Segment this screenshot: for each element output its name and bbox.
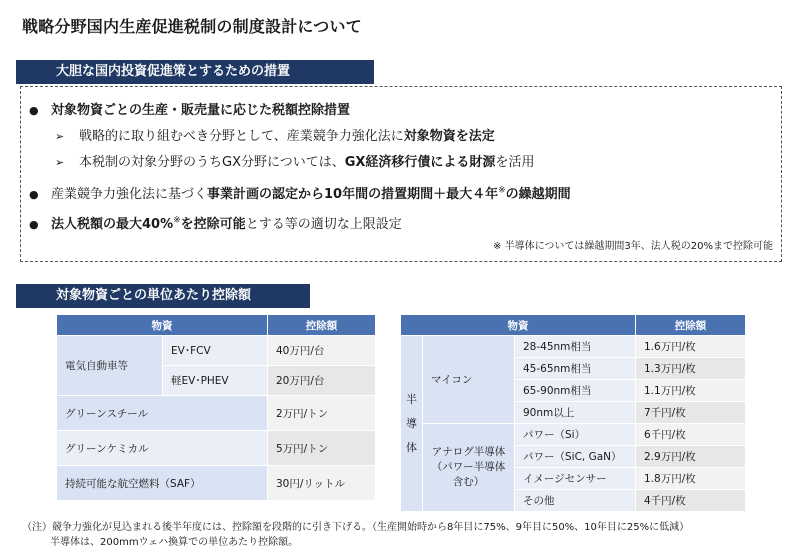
deduction-table-general (56, 314, 376, 501)
col-header-amount: 控除額 (636, 315, 746, 336)
note-mark: ※ (498, 185, 506, 196)
sub-text: を活用 (495, 155, 535, 170)
item-name: イメージセンサー (515, 468, 636, 490)
semiconductor-note: ※ 半導体については繰越期間3年、法人税の20%まで控除可能 (493, 241, 773, 252)
item-amount: 2.9万円/枚 (636, 446, 746, 468)
item-name: 90nm以上 (515, 402, 636, 424)
item-name: 持続可能な航空燃料（SAF） (57, 466, 268, 501)
bullet-cap (29, 213, 402, 232)
item-amount: 1.3万円/枚 (636, 358, 746, 380)
table-row (401, 336, 746, 358)
sub-text: 本税制の対象分野のうちGX分野については、 (79, 155, 345, 170)
item-amount: 1.6万円/枚 (636, 336, 746, 358)
col-header-item: 物資 (401, 315, 636, 336)
item-name: 65-90nm相当 (515, 380, 636, 402)
arrow-right-icon: ➢ (55, 156, 65, 169)
bullet-text-bold: の繰越期間 (505, 187, 571, 202)
table-row (401, 424, 746, 446)
item-name: 45-65nm相当 (515, 358, 636, 380)
table-row (57, 431, 376, 466)
item-name: グリーンケミカル (57, 431, 268, 466)
semiconductor-vertical-label (401, 336, 423, 512)
item-name: パワー（Si） (515, 424, 636, 446)
item-amount: 4千円/枚 (636, 490, 746, 512)
deduction-table-semiconductor (400, 314, 746, 512)
bullet-text: とする等の適切な上限設定 (245, 217, 402, 232)
item-amount: 6千円/枚 (636, 424, 746, 446)
bullet-dot-icon: ● (29, 104, 39, 117)
arrow-right-icon: ➢ (55, 130, 65, 143)
sub-bullet-gx-funding (55, 151, 534, 170)
item-name: 軽EV･PHEV (163, 366, 268, 396)
footnote-wafer: 半導体は、200mmウェハ換算での単位あたり控除額。 (50, 537, 299, 548)
item-amount: 1.1万円/枚 (636, 380, 746, 402)
bullet-tax-credit (29, 99, 350, 118)
table-row (57, 396, 376, 431)
item-name: その他 (515, 490, 636, 512)
section-header-deduction: 対象物資ごとの単位あたり控除額 (16, 284, 310, 308)
measures-box (20, 86, 782, 262)
bullet-dot-icon: ● (29, 188, 39, 201)
sub-text: 戦略的に取り組むべき分野として、産業競争力強化法に (79, 129, 404, 144)
bullet-text: 産業競争力強化法に基づく (51, 187, 208, 202)
item-amount: 1.8万円/枚 (636, 468, 746, 490)
group-label: アナログ半導体（パワー半導体含む） (423, 424, 515, 512)
bullet-period (29, 183, 571, 202)
bullet-text-bold: 法人税額の最大40% (51, 217, 174, 232)
item-name: 28-45nm相当 (515, 336, 636, 358)
table-row (57, 466, 376, 501)
col-header-item: 物資 (57, 315, 268, 336)
item-amount: 5万円/トン (268, 431, 376, 466)
item-amount: 2万円/トン (268, 396, 376, 431)
item-amount: 40万円/台 (268, 336, 376, 366)
vertical-char: 体 (406, 440, 417, 454)
section-header-measures: 大胆な国内投資促進策とするための措置 (16, 60, 374, 84)
item-name: パワー（SiC, GaN） (515, 446, 636, 468)
vertical-char: 半 (406, 392, 417, 406)
page-title: 戦略分野国内生産促進税制の制度設計について (22, 17, 362, 36)
footnote-phase-down: （注）競争力強化が見込まれる後半年度には、控除額を段階的に引き下げる。（生産開始時から8年目に75%、9年目に50%、10年目に25%に低減） (22, 522, 690, 533)
bullet-text-bold: 事業計画の認定から10年間の措置期間＋最大４年 (207, 187, 499, 202)
item-name: グリーンスチール (57, 396, 268, 431)
bullet-text: 対象物資ごとの生産・販売量に応じた税額控除措置 (51, 103, 351, 118)
group-label: マイコン (423, 336, 515, 424)
bullet-text-bold: を控除可能 (180, 217, 246, 232)
vertical-char: 導 (406, 416, 417, 430)
sub-text-bold: 対象物資を法定 (403, 129, 495, 144)
bullet-dot-icon: ● (29, 218, 39, 231)
item-amount: 20万円/台 (268, 366, 376, 396)
item-name: EV･FCV (163, 336, 268, 366)
group-label: 電気自動車等 (57, 336, 163, 396)
sub-text-bold: GX経済移行債による財源 (344, 155, 496, 170)
item-amount: 7千円/枚 (636, 402, 746, 424)
col-header-amount: 控除額 (268, 315, 376, 336)
table-row (57, 336, 376, 366)
sub-bullet-target-goods (55, 125, 495, 144)
item-amount: 30円/リットル (268, 466, 376, 501)
note-mark: ※ (173, 215, 181, 226)
